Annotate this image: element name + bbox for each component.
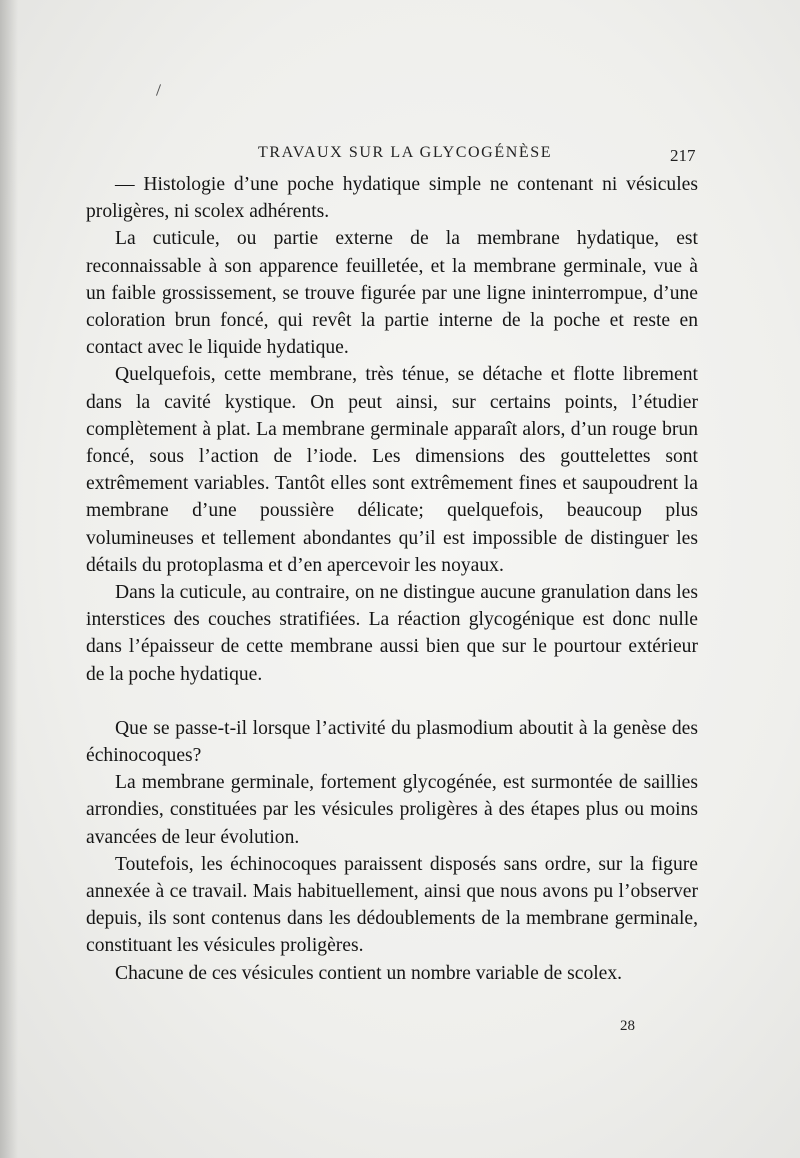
paragraph: Chacune de ces vésicules contient un nombre variable de scolex.	[115, 962, 623, 984]
paragraph: Que se passe-t-il lorsque l’activité du plasmodium aboutit à la genèse des échinocoques?	[86, 717, 698, 767]
paragraph: La cuticule, ou partie externe de la membrane hydatique, est reconnaissable à son apparence feuilletée, et la membrane germinale, vue à un faible grossissement, se trouve figurée par une ligne ininterrompue, d’une coloration brun foncé, qui revêt la partie interne de la poche et reste en contact avec le liquide hydatique.	[86, 228, 698, 359]
paragraph: Dans la cuticule, au contraire, on ne distingue aucune granulation dans les interstices des couches stratifiées. La réaction glycogénique est donc nulle dans l’épaisseur de cette membrane aussi bien que sur le pourtour extérieur de la poche hydatique.	[86, 582, 698, 685]
stray-mark	[156, 84, 161, 96]
paragraph: La membrane germinale, fortement glycogénée, est surmontée de saillies arrondies, constituées par les vésicules proligères à des étapes plus ou moins avancées de leur évolution.	[86, 772, 698, 848]
paragraph: Toutefois, les échinocoques paraissent disposés sans ordre, sur la figure annexée à ce travail. Mais habituellement, ainsi que nous avons pu l’observer depuis, ils sont contenus dans les dédoublements de la membrane germinale, constituant les vésicules proligères.	[86, 853, 698, 957]
paragraph: — Histologie d’une poche hydatique simple ne contenant ni vésicules proligères, ni scolex adhérents.	[86, 174, 698, 223]
paragraph: Quelquefois, cette membrane, très ténue, se détache et flotte librement dans la cavité kystique. On peut ainsi, sur certains points, l’étudier complètement à plat. La membrane germinale apparaît alors, d’un rouge brun foncé, sous l’action de l’iode. Les dimensions des gouttelettes sont extrêmement variables. Tantôt elles sont extrêmement fines et saupoudrent la membrane d’une poussière délicate; quelquefois, beaucoup plus volumineuses et tellement abondantes qu’il est impossible de distinguer les détails du protoplasma et d’en apercevoir les noyaux.	[86, 364, 698, 576]
page-number: 217	[670, 146, 696, 165]
page-edge-shadow	[0, 0, 18, 1158]
body-text	[86, 171, 698, 987]
running-header: TRAVAUX SUR LA GLYCOGÉNÈSE	[258, 144, 553, 161]
signature-mark: 28	[620, 1018, 635, 1034]
